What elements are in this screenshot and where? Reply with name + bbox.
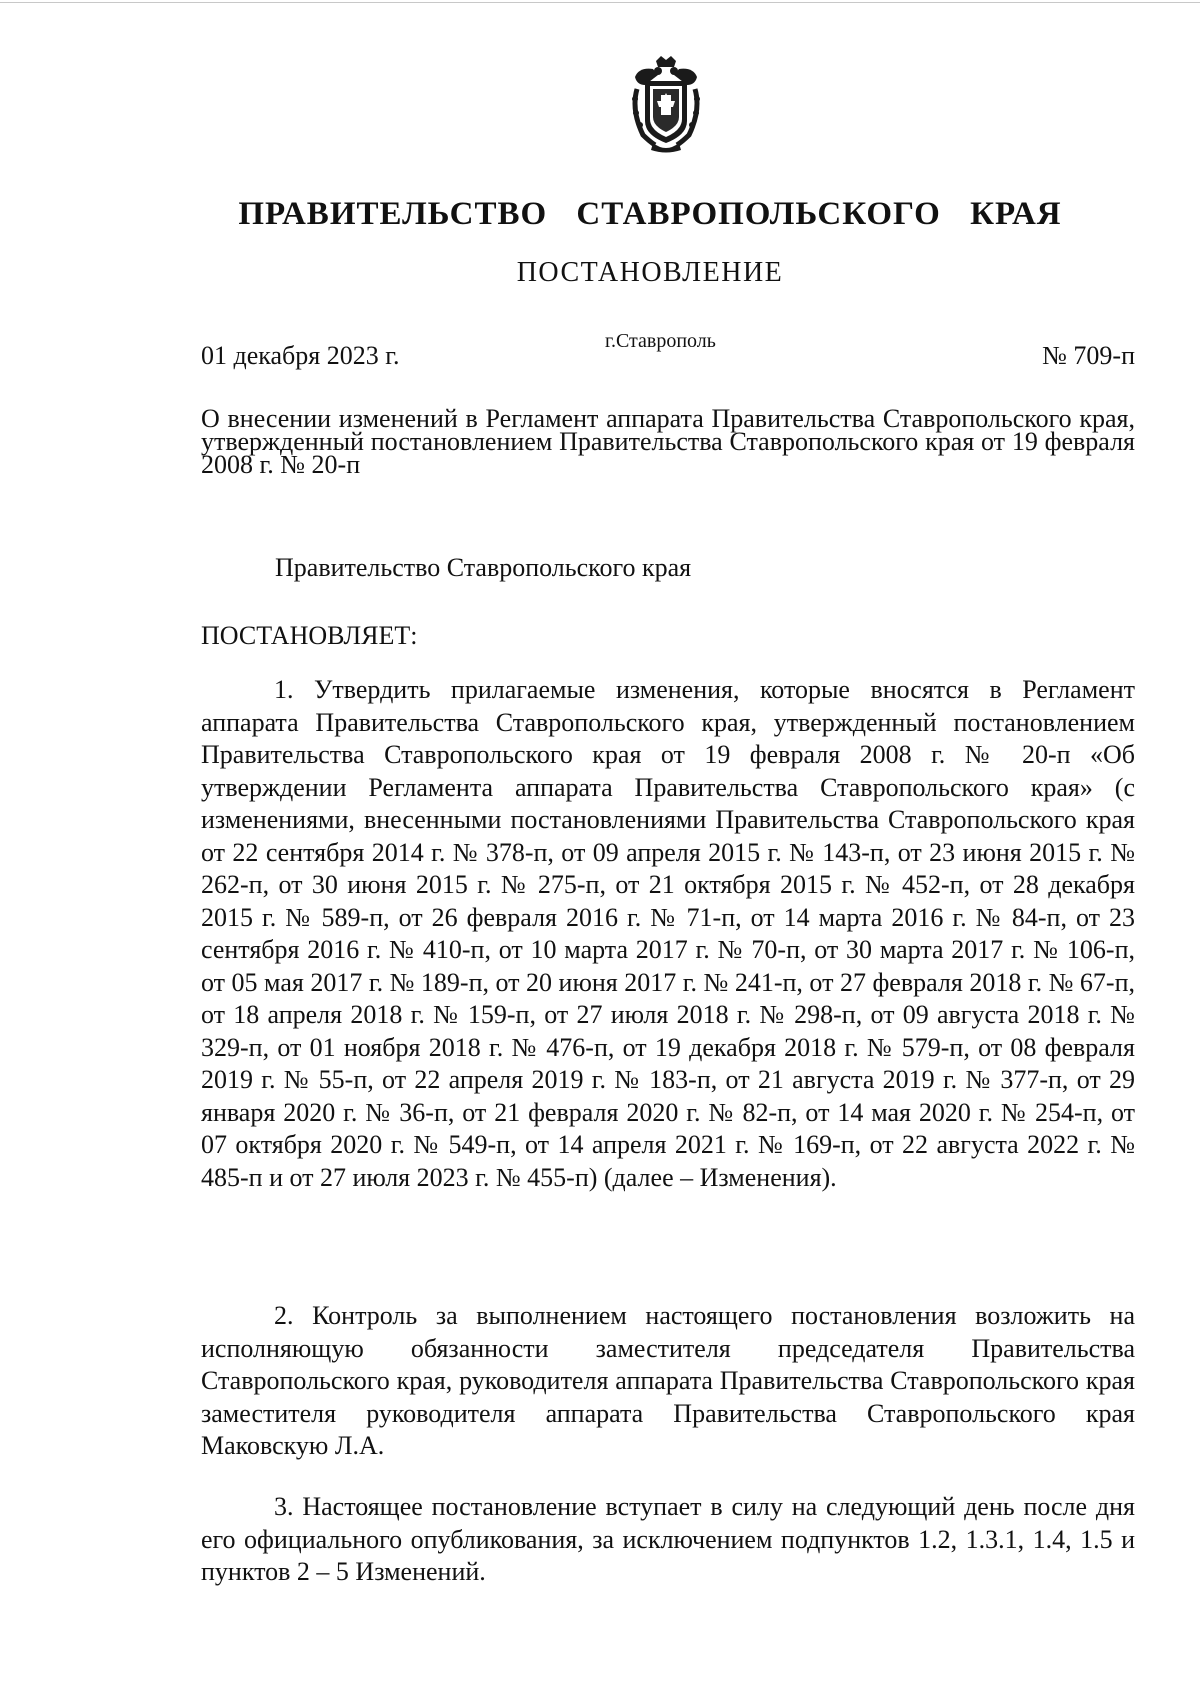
document-date: 01 декабря 2023 г.	[201, 341, 400, 370]
preamble: Правительство Ставропольского края	[275, 553, 692, 582]
paragraph-3: 3. Настоящее постановление вступает в силу на следующий день после дня его официального опубликования, за исключением подпунктов 1.2, 1.3.1, 1.4, 1.5 и пунктов 2 – 5 Изменений.	[201, 1492, 1135, 1586]
resolves-heading: ПОСТАНОВЛЯЕТ:	[201, 621, 418, 650]
document-subject: О внесении изменений в Регламент аппарата Правительства Ставропольского края, утвержденный постановлением Правительства Ставропольского края от 19 февраля 2008 г. № 20-п	[201, 404, 1135, 479]
document-type: ПОСТАНОВЛЕНИЕ	[516, 257, 784, 288]
coat-of-arms-icon	[625, 55, 707, 155]
paragraph-2: 2. Контроль за выполнением настоящего постановления возложить на исполняющую обязанности заместителя председателя Правительства Ставропольского края, руководителя аппарата Правительства Ставропольского края заместителя руководителя аппарата Правительства Ставропольского края Маковскую Л.А.	[201, 1301, 1135, 1460]
government-title: ПРАВИТЕЛЬСТВО СТАВРОПОЛЬСКОГО КРАЯ	[238, 196, 1062, 232]
document-city: г.Ставрополь	[605, 330, 716, 352]
document-number: № 709-п	[1042, 341, 1135, 370]
paragraph-1: 1. Утвердить прилагаемые изменения, которые вносятся в Регламент аппарата Правительства Ставропольского края, утвержденный постановлением Правительства Ставропольского края от 19 февраля 2008 г. № 20-п «Об утверждении Регламента аппарата Правительства Ставропольского края» (с изменениями, внесенными постановлениями Правительства Ставропольского края от 22 сентября 2014 г. № 378-п, от 09 апреля 2015 г. № 143-п, от 23 июня 2015 г. № 262-п, от 30 июня 2015 г. № 275-п, от 21 октября 2015 г. № 452-п, от 28 декабря 2015 г. № 589-п, от 26 февраля 2016 г. № 71-п, от 14 марта 2016 г. № 84-п, от 23 сентября 2016 г. № 410-п, от 10 марта 2017 г. № 70-п, от 30 марта 2017 г. № 106-п, от 05 мая 2017 г. № 189-п, от 20 июня 2017 г. № 241-п, от 27 февраля 2018 г. № 67-п, от 18 апреля 2018 г. № 159-п, от 27 июля 2018 г. № 298-п, от 09 августа 2018 г. № 329-п, от 01 ноября 2018 г. № 476-п, от 19 декабря 2018 г. № 579-п, от 08 февраля 2019 г. № 55-п, от 22 апреля 2019 г. № 183-п, от 21 августа 2019 г. № 377-п, от 29 января 2020 г. № 36-п, от 21 февраля 2020 г. № 82-п, от 14 мая 2020 г. № 254-п, от 07 октября 2020 г. № 549-п, от 14 апреля 2021 г. № 169-п, от 22 августа 2022 г. № 485-п и от 27 июля 2023 г. № 455-п) (далее – Изменения).	[201, 675, 1135, 1192]
scan-edge-line	[0, 2, 1200, 3]
